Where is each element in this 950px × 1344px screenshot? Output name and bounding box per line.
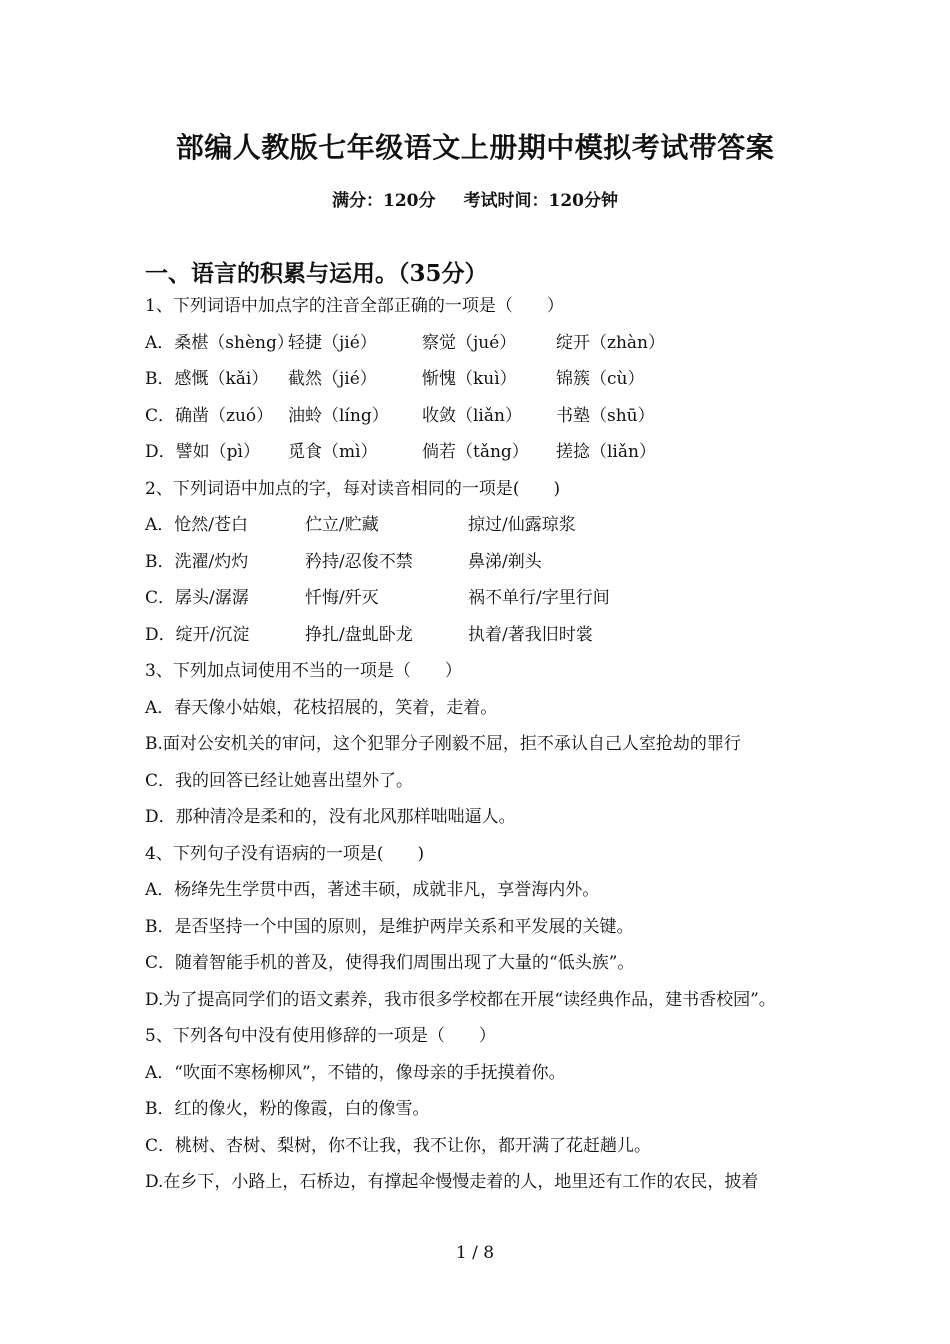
exam-time: 考试时间：120分钟 — [463, 191, 618, 211]
question-2-option-d: D．绽开/沉淀 挣扎/盘虬卧龙 执着/著我旧时裳 — [145, 624, 593, 645]
question-3-option-c: C．我的回答已经让她喜出望外了。 — [145, 770, 414, 791]
question-1-option-b: B．感慨（kǎi） 截然（jié） 惭愧（kuì） 锦簇（cù） — [145, 369, 645, 389]
question-5-option-b: B．红的像火，粉的像霞，白的像雪。 — [145, 1099, 430, 1119]
question-4-option-c: C．随着智能手机的普及，使得我们周围出现了大量的“低头族”。 — [145, 953, 635, 973]
full-score: 满分：120分 — [332, 191, 436, 211]
page-title: 部编人教版七年级语文上册期中模拟考试带答案 — [175, 131, 775, 164]
question-2-option-c: C．孱头/潺潺 忏悔/歼灭 祸不单行/字里行间 — [145, 588, 610, 608]
question-3-option-b: B.面对公安机关的审问，这个犯罪分子刚毅不屈，拒不承认自己人室抢劫的罪行 — [145, 734, 741, 754]
question-3-option-a: A．春天像小姑娘，花枝招展的，笑着，走着。 — [145, 697, 498, 718]
question-4-option-d: D.为了提高同学们的语文素养，我市很多学校都在开展“读经典作品，建书香校园”。 — [145, 989, 776, 1010]
question-2-stem: 2、下列词语中加点的字，每对读音相同的一项是( ) — [145, 478, 561, 499]
question-4-stem: 4、下列句子没有语病的一项是( ) — [145, 843, 425, 864]
question-4-option-b: B．是否坚持一个中国的原则，是维护两岸关系和平发展的关键。 — [145, 916, 634, 937]
question-3-option-d: D．那种清冷是柔和的，没有北风那样咄咄逼人。 — [145, 807, 516, 827]
question-2-option-b: B．洗濯/灼灼 矜持/忍俊不禁 鼻涕/剃头 — [145, 551, 542, 572]
question-list — [145, 288, 815, 1201]
section-heading: 一、语言的积累与运用。（35分） — [145, 260, 488, 287]
question-5-option-d: D.在乡下，小路上，石桥边，有撑起伞慢慢走着的人，地里还有工作的农民，披着 — [145, 1172, 759, 1192]
question-5-stem: 5、下列各句中没有使用修辞的一项是（ ） — [145, 1026, 496, 1046]
page-number: 1 / 8 — [455, 1243, 495, 1263]
question-3-stem: 3、下列加点词使用不当的一项是（ ） — [145, 661, 462, 681]
question-1-option-a: A．桑椹（shèng）轻捷（jié） 察觉（jué） 绽开（zhàn） — [145, 332, 665, 353]
question-1-option-c: C．确凿（zuó） 油蛉（líng） 收敛（liǎn） 书塾（shū） — [145, 405, 655, 426]
question-1-option-d: D．譬如（pì） 觅食（mì） 倘若（tǎng） 搓捻（liǎn） — [145, 442, 656, 462]
question-1-stem: 1、下列词语中加点字的注音全部正确的一项是（ ） — [145, 296, 564, 316]
question-2-option-a: A．怆然/苍白 伫立/贮藏 掠过/仙露琼浆 — [145, 515, 576, 535]
question-5-option-a: A．“吹面不寒杨柳风”，不错的，像母亲的手抚摸着你。 — [145, 1062, 566, 1083]
exam-info — [0, 186, 950, 211]
question-4-option-a: A．杨绛先生学贯中西，著述丰硕，成就非凡，享誉海内外。 — [145, 880, 600, 900]
question-5-option-c: C．桃树、杏树、梨树，你不让我，我不让你，都开满了花赶趟儿。 — [145, 1135, 652, 1156]
